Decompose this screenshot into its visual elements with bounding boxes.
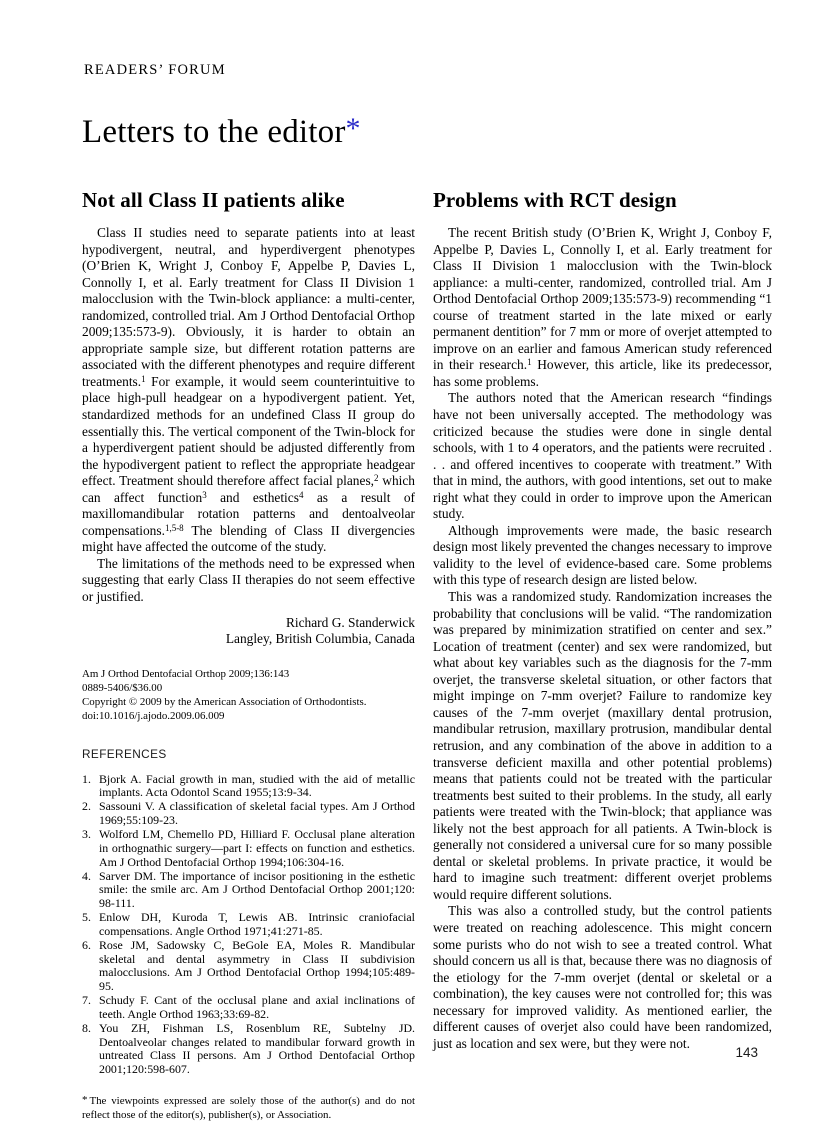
reference-item: Enlow DH, Kuroda T, Lewis AB. Intrinsic craniofacial compensations. Angle Orthod 1971;41:271-85. <box>99 910 415 938</box>
reference-item: Rose JM, Sadowsky C, BeGole EA, Moles R. Mandibular skeletal and dental asymmetry in Class II subdivision malocclusions. Am J Orthod Dentofacial Orthop 1994;105:489-95. <box>99 937 415 994</box>
letter-paragraph: Class II studies need to separate patients into at least hypodivergent, neutral, and hyperdivergent phenotypes (O’Brien K, Wright J, Conboy F, Appelbe P, Davies L, Connolly I, et al. Early treatment for Class II Division 1 malocclusion with the Twin-block appliance: a multi-center, randomized, controlled trial. Am J Orthod Dentofacial Orthop 2009;135:573-9). Obviously, it is harder to obtain an appropriate sample size, but different rotation patterns are associated with the different phenotypes and require different treatments.$^1$ For example, it would seem counterintuitive to place high-pull headgear on a hypodivergent patient. Yet, standardized methods for an undefined Class II group do essentially this. The vertical component of the Twin-block for a hyperdivergent patient should be adjusted differently from the hypodivergent patient to reflect the appropriate headgear effect. Treatment should therefore affect facial planes,$^2$ which can affect function$^3$ and esthetics$^4$ as a result of maxillomandibular rotation patterns and dentoalveolar compensations.$^{1,5-8}$ The blending of Class II divergencies might have affected the outcome of the study. <box>82 225 416 555</box>
letter-paragraph: This was a randomized study. Randomization increases the probability that conclusions will be valid. “The randomization was prepared by minimization stratified on center and sex.” Location of treatment (center) and sex were randomized, but what about key variables such as the diagnosis for the 7-mm overjet, the transverse skeletal situation, or other factors that might impinge on 7-mm overjet? Failure to randomize key causes of the 7-mm overjet (maxillary dental protrusion, mandibular retrusion, maxillary protrusion, mandibular dental retrusion, and any combination of the above in addition to a transverse deficient maxilla and other potential problems) means that patients could not be treated with the particular treatments best suited to their problems. In the study, all early patients were treated with the Twin-block; that appliance was likely not the best approach for all patients. A Twin-block is generally not considered a universal cure for so many possible dental or skeletal problems. In private practice, it would be hard to imagine such treatment: different overjet problems would require different solutions. <box>433 589 772 902</box>
masthead: READERS’ FORUM <box>84 62 226 78</box>
journal-info-block <box>82 668 415 724</box>
signature-name: Richard G. Standerwick <box>285 614 415 630</box>
references-list <box>82 773 415 1078</box>
letter-paragraph: The limitations of the methods need to be expressed when suggesting that early Class II therapies do not seem effective or justified. <box>82 555 415 605</box>
viewpoints-footnote <box>82 1094 415 1122</box>
letter-paragraph: The recent British study (O’Brien K, Wright J, Conboy F, Appelbe P, Davies L, Connolly I, et al. Early treatment for Class II Division 1 malocclusion with the Twin-block appliance: a multi-center, randomized, controlled trial. Am J Orthod Dentofacial Orthop 2009;135:573-9) recommending “1 course of treatment started in the late mixed or early permanent dentition” for 7 mm or more of overjet attempted to improve on an earlier and famous American study referenced in their research.$^1$ However, this article, like its predecessor, has some problems. <box>433 225 772 389</box>
references-heading: REFERENCES <box>82 746 167 761</box>
page-title <box>82 112 361 151</box>
journal-copyright: Copyright © 2009 by the American Association of Orthodontists. <box>82 695 367 708</box>
journal-citation: Am J Orthod Dentofacial Orthop 2009;136:143 <box>82 667 290 680</box>
journal-issn-price: 0889-5406/$36.00 <box>82 681 163 694</box>
reference-item: Sassouni V. A classification of skeletal facial types. Am J Orthod 1969;55:109-23. <box>99 799 415 828</box>
signature-location: Langley, British Columbia, Canada <box>225 630 415 646</box>
reference-item: Sarver DM. The importance of incisor positioning in the esthetic smile: the smile arc. Am J Orthod Dentofacial Orthop 2001;120: 98-111. <box>99 868 415 911</box>
reference-item: Wolford LM, Chemello PD, Hilliard F. Occlusal plane alteration in orthognathic surgery—part I: effects on function and esthetics. Am J Orthod Dentofacial Orthop 1994;106:304-16. <box>99 826 415 869</box>
reference-item: You ZH, Fishman LS, Rosenblum RE, Subtelny JD. Dentoalveolar changes related to mandibular forward growth in untreated Class II persons. Am J Orthod Dentofacial Orthop 2001;120:598-607. <box>99 1020 415 1077</box>
reference-item: Bjork A. Facial growth in man, studied with the aid of metallic implants. Acta Odontol Scand 1955;13:9-34. <box>99 771 415 800</box>
letter-heading-right: Problems with RCT design <box>433 188 677 212</box>
left-column <box>82 188 415 1122</box>
title-asterisk: * <box>345 112 361 145</box>
signature-block <box>82 615 415 647</box>
page-number: 143 <box>735 1045 758 1060</box>
reference-item: Schudy F. Cant of the occlusal plane and axial inclinations of teeth. Angle Orthod 1963;33:69-82. <box>99 993 415 1021</box>
letter-paragraph: Although improvements were made, the basic research design most likely prevented the changes necessary to improve validity to the level of evidence-based care. Some problems with this type of research design are listed below. <box>433 522 772 588</box>
right-column <box>433 188 772 1052</box>
letter-paragraph: The authors noted that the American research “findings have not been universally accepted. The methodology was criticized because the studies were done in single dental schools, with 1 to 4 operators, and the patients were recruited . . . and offered incentives to cooperate with treatment.” With that in mind, the authors, with good intentions, set out to make right what they could in order to improve upon the American study. <box>433 390 772 522</box>
footnote-text: The viewpoints expressed are solely those of the author(s) and do not reflect those of the editor(s), publisher(s), or Association. <box>82 1095 415 1122</box>
journal-doi: doi:10.1016/j.ajodo.2009.06.009 <box>82 709 225 722</box>
page-title-text: Letters to the editor <box>82 114 346 150</box>
letter-paragraph: This was also a controlled study, but the control patients were treated on reaching adolescence. This might concern some purists who do not wish to see a treated control. What should concern us all is that, because there was no diagnosis of the etiology for the 7-mm overjet (dental or skeletal or a combination), the key causes were not controlled for; this was necessary for improved validity. As mentioned earlier, the different causes of overjet also could have been randomized, just as location and sex were, but they were not. <box>433 903 772 1051</box>
footnote-asterisk: * <box>82 1094 88 1107</box>
letter-heading-left: Not all Class II patients alike <box>82 188 345 212</box>
